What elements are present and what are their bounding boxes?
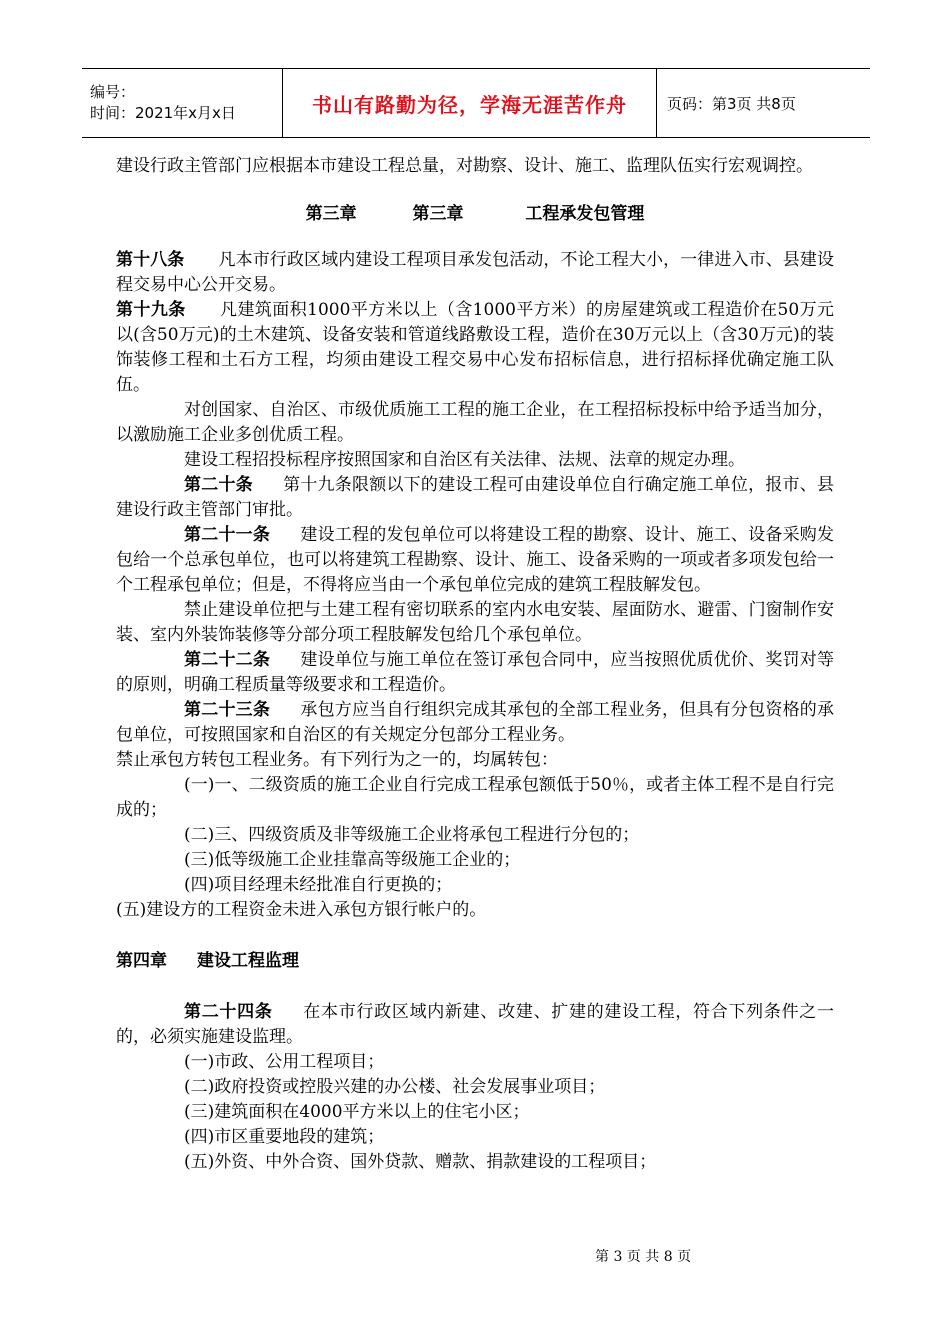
page-label: 页码：第3页 共8页 bbox=[667, 94, 796, 113]
chapter-4-title: 建设工程监理 bbox=[197, 951, 299, 971]
article-23-item-4: (四)项目经理未经批准自行更换的； bbox=[184, 875, 453, 895]
header-page-cell bbox=[657, 69, 870, 137]
article-20-text: 第十九条限额以下的建设工程可由建设单位自行确定施工单位，报市、县建设行政主管部门审批。 bbox=[116, 475, 835, 520]
article-19-para-2: 对创国家、自治区、市级优质施工工程的施工企业，在工程招标投标中给予适当加分，以激励施工企业多创优质工程。 bbox=[116, 400, 834, 445]
article-23-item-1: (一)一、二级资质的施工企业自行完成工程承包额低于50％，或者主体工程不是自行完成的； bbox=[116, 775, 834, 820]
article-23-item-3: (三)低等级施工企业挂靠高等级施工企业的； bbox=[184, 850, 521, 870]
article-24-item-1: (一)市政、公用工程项目； bbox=[184, 1052, 385, 1072]
article-19-text: 凡建筑面积1000平方米以上（含1000平方米）的房屋建筑或工程造价在50万元以(含50万元)的土木建筑、设备安装和管道线路敷设工程，造价在30万元以上（含30万元)的装饰装修工程和土石方工程，均须由建设工程交易中心发布招标信息，进行招标择优确定施工队伍。 bbox=[116, 300, 834, 395]
article-22 bbox=[116, 648, 834, 698]
chapter-3-title: 工程承发包管理 bbox=[525, 204, 645, 224]
article-22-title: 第二十二条 bbox=[184, 650, 271, 670]
article-24 bbox=[116, 1000, 834, 1050]
article-19-para-3: 建设工程招投标程序按照国家和自治区有关法律、法规、法章的规定办理。 bbox=[184, 450, 745, 470]
article-21-title: 第二十一条 bbox=[184, 525, 271, 545]
article-24-item-3: (三)建筑面积在4000平方米以上的住宅小区； bbox=[184, 1102, 530, 1122]
article-23-para-2: 禁止承包方转包工程业务。有下列行为之一的，均属转包： bbox=[116, 750, 558, 770]
chapter-3-label-b: 第三章 bbox=[412, 204, 464, 224]
article-20 bbox=[116, 473, 834, 523]
article-20-title: 第二十条 bbox=[184, 475, 253, 495]
article-23-title: 第二十三条 bbox=[184, 700, 271, 720]
article-23-item-5: (五)建设方的工程资金未进入承包方银行帐户的。 bbox=[116, 900, 487, 920]
chapter-4-heading bbox=[116, 949, 834, 974]
article-22-text: 建设单位与施工单位在签订承包合同中，应当按照优质优价、奖罚对等的原则，明确工程质量等级要求和工程造价。 bbox=[116, 650, 835, 695]
header-meta bbox=[82, 69, 282, 137]
article-18-text: 凡本市行政区域内建设工程项目承发包活动，不论工程大小，一律进入市、县建设程交易中心公开交易。 bbox=[116, 250, 835, 295]
article-24-item-5: (五)外资、中外合资、国外贷款、赠款、捐款建设的工程项目； bbox=[184, 1152, 657, 1172]
header-motto-cell bbox=[282, 69, 657, 137]
article-21-para-2: 禁止建设单位把与土建工程有密切联系的室内水电安装、屋面防水、避雷、门窗制作安装、室内外装饰装修等分部分项工程肢解发包给几个承包单位。 bbox=[116, 600, 834, 645]
article-24-item-2: (二)政府投资或控股兴建的办公楼、社会发展事业项目； bbox=[184, 1077, 606, 1097]
document-body bbox=[116, 154, 834, 1175]
article-18-title: 第十八条 bbox=[116, 250, 185, 270]
article-18 bbox=[116, 248, 834, 298]
motto-text: 书山有路勤为径，学海无涯苦作舟 bbox=[312, 92, 627, 117]
article-21 bbox=[116, 523, 834, 598]
article-24-title: 第二十四条 bbox=[184, 1002, 273, 1022]
article-21-text: 建设工程的发包单位可以将建设工程的勘察、设计、施工、设备采购发包给一个总承包单位，也可以将建筑工程勘察、设计、施工、设备采购的一项或者多项发包给一个工程承包单位；但是，不得将应当由一个承包单位完成的建筑工程肢解发包。 bbox=[116, 525, 835, 595]
article-24-text: 在本市行政区域内新建、改建、扩建的建设工程，符合下列条件之一的，必须实施建设监理。 bbox=[116, 1002, 835, 1047]
number-label: 编号： bbox=[90, 83, 136, 101]
article-19-title: 第十九条 bbox=[116, 300, 186, 320]
article-23 bbox=[116, 698, 834, 748]
article-19 bbox=[116, 298, 834, 398]
time-label: 时间：2021年x月x日 bbox=[90, 104, 236, 122]
article-24-item-4: (四)市区重要地段的建筑； bbox=[184, 1127, 385, 1147]
chapter-3-label-a: 第三章 bbox=[305, 204, 357, 224]
page-footer: 第 3 页 共 8 页 bbox=[595, 1249, 692, 1265]
article-23-item-2: (二)三、四级资质及非等级施工企业将承包工程进行分包的； bbox=[184, 825, 640, 845]
chapter-4-label: 第四章 bbox=[116, 951, 167, 971]
chapter-3-heading bbox=[116, 202, 834, 227]
article-23-text: 承包方应当自行组织完成其承包的全部工程业务，但具有分包资格的承包单位，可按照国家和自治区的有关规定分包部分工程业务。 bbox=[116, 700, 835, 745]
intro-paragraph: 建设行政主管部门应根据本市建设工程总量，对勘察、设计、施工、监理队伍实行宏观调控。 bbox=[116, 156, 813, 176]
page-header bbox=[82, 68, 870, 138]
